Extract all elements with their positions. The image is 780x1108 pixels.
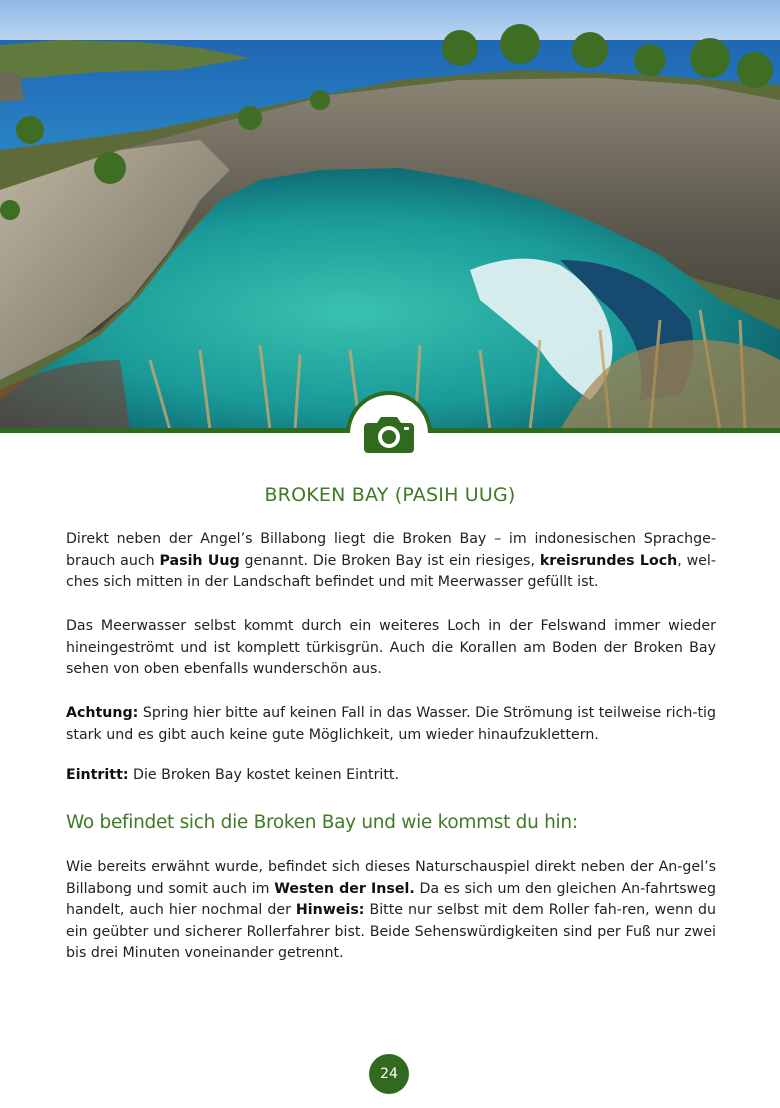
entry-label: Eintritt: — [66, 767, 129, 783]
text-run: Bitte nur selbst mit dem Roller fah-ren, wenn du ein geübter und sicherer Rollerfahrer bist. Beide Sehenswürdigkeiten sind per Fuß nur zwei bis drei Minuten voneinander getrennt. — [66, 902, 716, 961]
paragraph-intro — [66, 529, 716, 594]
text-run: , wel-ches sich mitten in der Landschaft befindet und mit Meerwasser gefüllt ist. — [66, 552, 716, 590]
paragraph-warning — [66, 703, 716, 746]
text-run: Die Broken Bay kostet keinen Eintritt. — [128, 767, 399, 783]
bold-term: Hinweis: — [295, 902, 365, 918]
broken-bay-photo — [0, 0, 780, 430]
warning-label: Achtung: — [66, 705, 139, 721]
bold-term: kreisrundes Loch — [539, 552, 678, 569]
page-number: 24 — [369, 1054, 409, 1094]
bold-term: Westen der Insel. — [274, 880, 415, 897]
text-run: Wie bereits erwähnt wurde, befindet sich dieses Naturschauspiel direkt neben der An-gel’s Billabong und somit auch im — [66, 859, 716, 897]
paragraph-directions — [66, 857, 716, 965]
paragraph-entry — [66, 765, 716, 787]
text-run: Da es sich um den gleichen An-fahrtsweg handelt, auch hier nochmal der — [66, 880, 716, 918]
text-run: Direkt neben der Angel’s Billabong liegt die Broken Bay – im indonesischen Sprachge-brauch auch — [66, 531, 716, 569]
bold-term: Pasih Uug — [159, 552, 240, 569]
header-photo — [0, 0, 780, 430]
page-title: BROKEN BAY (PASIH UUG) — [264, 484, 516, 506]
text-run: Spring hier bitte auf keinen Fall in das Wasser. Die Strömung ist teilweise rich-tig stark und es gibt auch keine gute Möglichkeit, um wieder hinaufzuklettern. — [66, 705, 716, 743]
camera-icon — [362, 413, 416, 455]
text-run: genannt. Die Broken Bay ist ein riesiges, — [239, 552, 540, 569]
section-subheading: Wo befindet sich die Broken Bay und wie kommst du hin: — [66, 812, 578, 833]
paragraph-water: Das Meerwasser selbst kommt durch ein weiteres Loch in der Felswand immer wieder hineingeströmt und ist komplett türkisgrün. Auch die Korallen am Boden der Broken Bay sehen von oben ebenfalls wunderschön aus. — [66, 618, 716, 677]
